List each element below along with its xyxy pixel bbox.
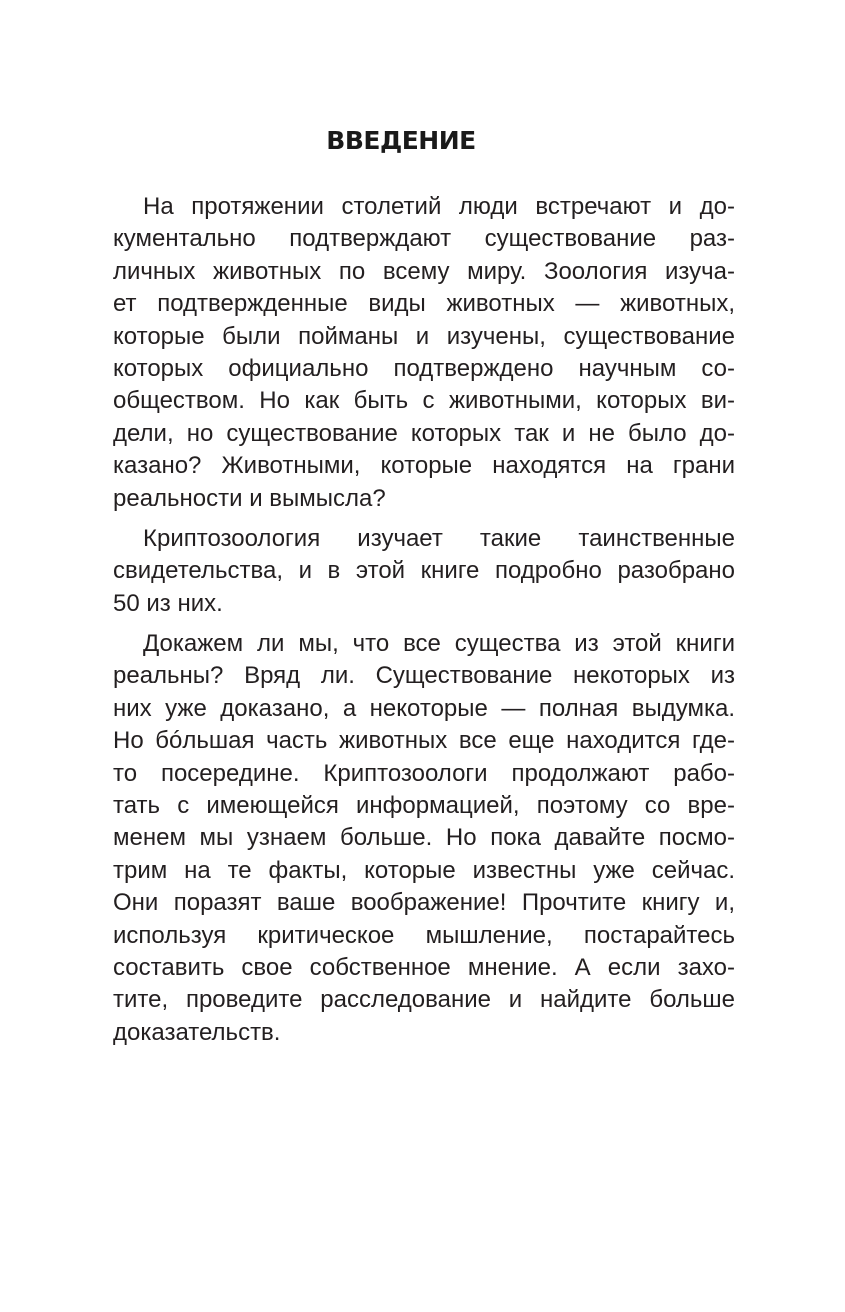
text-line: тите, проведите расследование и найдите больше	[113, 986, 735, 1014]
text-line: 50 из них.	[113, 589, 223, 617]
text-line: доказательств.	[113, 1018, 281, 1046]
text-line: реальны? Вряд ли. Существование некоторых из	[113, 662, 735, 690]
text-line: На протяжении столетий люди встречают и до-	[143, 193, 735, 220]
text-line: ет подтвержденные виды животных — животных,	[113, 290, 735, 318]
text-line: которых официально подтверждено научным со-	[113, 354, 735, 382]
text-line: то посередине. Криптозоологи продолжают рабо-	[113, 759, 735, 787]
paragraph	[113, 628, 735, 1049]
text-line: реальности и вымысла?	[113, 484, 386, 512]
chapter-title: ВВЕДЕНИЕ	[326, 126, 476, 155]
text-line: которые были пойманы и изучены, существование	[113, 322, 735, 350]
paragraph	[113, 523, 735, 620]
text-line: кументально подтверждают существование раз-	[113, 225, 735, 253]
text-line: свидетельства, и в этой книге подробно разобрано	[113, 557, 735, 585]
text-line: казано? Животными, которые находятся на грани	[113, 452, 735, 480]
text-line: менем мы узнаем больше. Но пока давайте посмо-	[113, 824, 735, 852]
text-line: Они поразят ваше воображение! Прочтите книгу и,	[113, 889, 735, 917]
paragraph	[113, 191, 735, 515]
text-line: личных животных по всему миру. Зоология изуча-	[113, 257, 735, 285]
body-text	[113, 191, 735, 1049]
text-line: составить свое собственное мнение. А если захо-	[113, 953, 735, 981]
text-line: обществом. Но как быть с животными, которых ви-	[113, 387, 735, 415]
text-line: Но бóльшая часть животных все еще находится где-	[113, 727, 735, 755]
text-line: Докажем ли мы, что все существа из этой книги	[143, 630, 735, 658]
text-line: тать с имеющейся информацией, поэтому со вре-	[113, 792, 735, 820]
text-line: Криптозоология изучает такие таинственные	[143, 524, 735, 552]
text-line: них уже доказано, а некоторые — полная выдумка.	[113, 694, 735, 722]
text-line: используя критическое мышление, постарайтесь	[113, 921, 735, 949]
text-line: дели, но существование которых так и не было до-	[113, 419, 735, 447]
text-line: трим на те факты, которые известны уже сейчас.	[113, 856, 735, 884]
